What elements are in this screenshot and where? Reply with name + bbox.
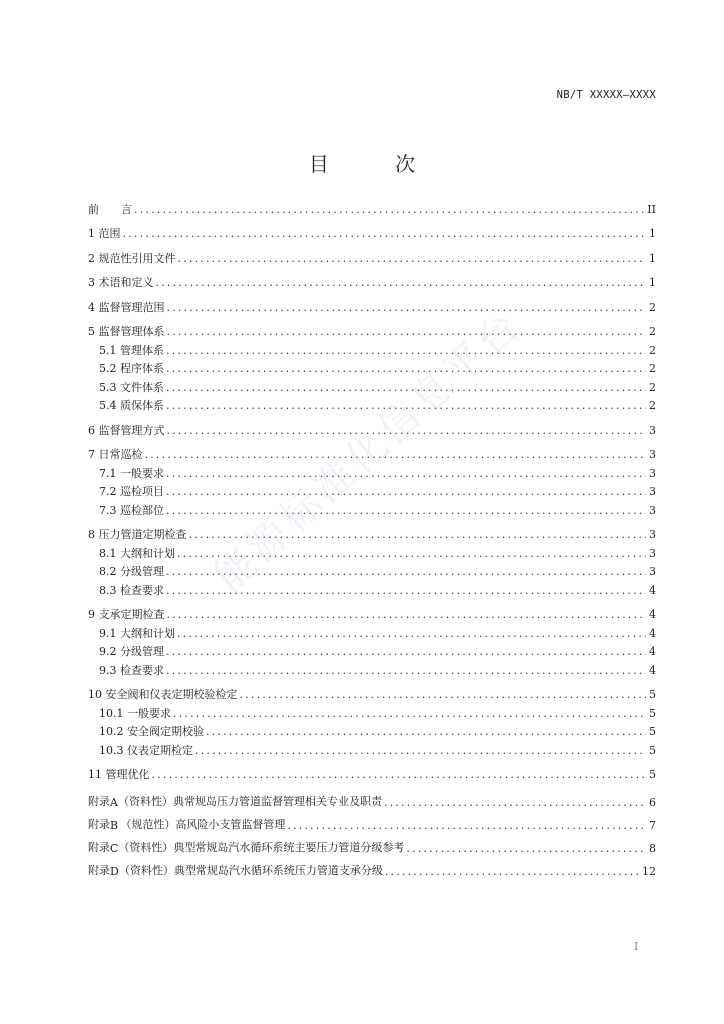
appendix-kind: （资料性） bbox=[117, 795, 173, 808]
appendix-entry[interactable] bbox=[88, 786, 656, 809]
toc-entry[interactable] bbox=[88, 223, 656, 242]
appendix-entry[interactable] bbox=[88, 809, 656, 832]
appendix-word: 附 bbox=[88, 841, 99, 854]
appendix-page: 12 bbox=[642, 865, 656, 878]
toc-entry[interactable] bbox=[88, 462, 656, 481]
page-title: 目 次 bbox=[308, 152, 446, 176]
toc-entry-label: 10.3 仪表定期检定 bbox=[99, 743, 193, 757]
dot-leader bbox=[240, 687, 647, 702]
toc-entry-page: 1 bbox=[649, 227, 656, 240]
appendix-word: 录 bbox=[99, 864, 110, 877]
toc-entry-label: 9 支承定期检查 bbox=[88, 608, 165, 621]
dot-leader bbox=[177, 626, 646, 641]
appendix-page: 8 bbox=[649, 842, 656, 855]
appendix-word: 录 bbox=[99, 818, 110, 831]
toc-entry[interactable] bbox=[88, 659, 656, 678]
toc-entry-label: 8.3 检查要求 bbox=[99, 583, 164, 597]
dot-leader bbox=[178, 251, 647, 266]
toc-entry-label: 7.3 巡检部位 bbox=[99, 503, 164, 517]
toc-entry[interactable] bbox=[88, 684, 656, 703]
appendix-word: 附 bbox=[88, 864, 99, 877]
toc-entry[interactable] bbox=[88, 641, 656, 660]
dot-leader bbox=[384, 796, 646, 809]
dot-leader bbox=[134, 202, 644, 217]
appendix-kind: （资料性） bbox=[118, 841, 174, 854]
toc-entry-page: 2 bbox=[649, 362, 656, 375]
toc-entry-label: 8.2 分级管理 bbox=[99, 565, 164, 578]
toc-entry-page: 3 bbox=[649, 466, 656, 480]
appendix-page: 7 bbox=[649, 819, 656, 832]
toc-entry-page: 3 bbox=[649, 423, 656, 437]
toc-entry-page: 4 bbox=[649, 626, 656, 640]
document-code: NB/T XXXXX—XXXX bbox=[556, 89, 656, 101]
dot-leader bbox=[167, 607, 647, 622]
toc-entry-page: 2 bbox=[649, 343, 656, 357]
toc-entry-label: 1 范围 bbox=[88, 227, 121, 240]
toc-entry-page: 1 bbox=[649, 276, 656, 289]
toc-entry-page: 4 bbox=[649, 583, 656, 597]
toc-entry-page: 1 bbox=[649, 251, 656, 265]
toc-entry-label: 5.2 程序体系 bbox=[99, 362, 164, 375]
toc-entry-page: 2 bbox=[649, 399, 656, 412]
toc-entry-page: II bbox=[647, 202, 656, 216]
toc-entry-label: 11 管理优化 bbox=[88, 768, 150, 781]
toc-entry-label: 5.1 管理体系 bbox=[99, 343, 164, 357]
toc-entry[interactable] bbox=[88, 622, 656, 641]
toc-entry[interactable] bbox=[88, 721, 656, 740]
toc-entry-page: 3 bbox=[649, 546, 656, 560]
toc-entry-label: 9.2 分级管理 bbox=[99, 645, 164, 658]
toc-entry-page: 3 bbox=[649, 565, 656, 578]
appendix-word: 录 bbox=[99, 841, 110, 854]
toc-entry-label: 4 监督管理范围 bbox=[88, 300, 165, 314]
toc-entry[interactable] bbox=[88, 419, 656, 438]
toc-entry-page: 5 bbox=[649, 706, 656, 720]
dot-leader bbox=[287, 819, 646, 832]
toc-entry-label: 9.1 大纲和计划 bbox=[99, 626, 175, 640]
toc-entry[interactable] bbox=[88, 321, 656, 340]
toc-entry-page: 2 bbox=[649, 380, 656, 394]
dot-leader bbox=[385, 865, 639, 878]
toc-entry-label: 7.2 巡检项目 bbox=[99, 485, 164, 498]
toc-entries bbox=[88, 198, 656, 782]
dot-leader bbox=[166, 484, 646, 499]
dot-leader bbox=[167, 324, 647, 339]
toc-entry[interactable] bbox=[88, 561, 656, 580]
dot-leader bbox=[166, 466, 646, 481]
toc-entry-page: 5 bbox=[649, 688, 656, 701]
dot-leader bbox=[166, 644, 646, 659]
appendix-word: 录 bbox=[99, 795, 110, 808]
appendix-letter: B bbox=[110, 819, 119, 832]
toc-entry[interactable] bbox=[88, 481, 656, 500]
toc-entry-label: 前 言 bbox=[88, 202, 132, 216]
toc-entry-label: 9.3 检查要求 bbox=[99, 663, 164, 677]
appendix-title: 典型常规岛汽水循环系统主要压力管道分级参考 bbox=[173, 841, 405, 854]
appendix-kind: （资料性） bbox=[118, 864, 174, 877]
dot-leader bbox=[173, 706, 646, 721]
dot-leader bbox=[166, 564, 646, 579]
toc-entry-label: 7.1 一般要求 bbox=[99, 466, 164, 480]
dot-leader bbox=[166, 663, 646, 678]
toc-entry-page: 2 bbox=[649, 325, 656, 338]
page-number: I bbox=[634, 940, 639, 953]
dot-leader bbox=[156, 275, 647, 290]
dot-leader bbox=[177, 546, 646, 561]
appendix-entry[interactable] bbox=[88, 855, 656, 878]
toc-entry-label: 5.3 文件体系 bbox=[99, 380, 164, 394]
dot-leader bbox=[152, 767, 647, 782]
toc-entry[interactable] bbox=[88, 499, 656, 518]
appendix-title: 高风险小支管监督管理 bbox=[175, 818, 286, 831]
toc-entry[interactable] bbox=[88, 524, 656, 543]
toc-entry[interactable] bbox=[88, 296, 656, 315]
toc-entry[interactable] bbox=[88, 339, 656, 358]
dot-leader bbox=[195, 743, 646, 758]
dot-leader bbox=[167, 300, 647, 315]
dot-leader bbox=[166, 398, 646, 413]
toc-entry-label: 10.1 一般要求 bbox=[99, 706, 171, 720]
dot-leader bbox=[167, 423, 647, 438]
appendix-title: 典常规岛压力管道监督管理相关专业及职责 bbox=[172, 795, 382, 808]
dot-leader bbox=[189, 527, 647, 542]
toc-entry[interactable] bbox=[88, 376, 656, 395]
toc-entry-page: 3 bbox=[649, 503, 656, 517]
toc-entry-label: 8.1 大纲和计划 bbox=[99, 546, 175, 560]
toc-entry-page: 4 bbox=[649, 645, 656, 658]
appendix-letter: D bbox=[110, 865, 119, 878]
toc-entry-page: 4 bbox=[649, 608, 656, 621]
dot-leader bbox=[166, 380, 646, 395]
toc-entry-page: 5 bbox=[649, 768, 656, 781]
toc-entry-page: 3 bbox=[649, 448, 656, 461]
toc-entry[interactable] bbox=[88, 247, 656, 266]
appendix-title: 典型常规岛汽水循环系统压力管道支承分级 bbox=[173, 864, 383, 877]
toc-entry-page: 5 bbox=[649, 725, 656, 738]
watermark: 能源标准化信息平台 bbox=[206, 301, 532, 601]
toc-entry[interactable] bbox=[88, 542, 656, 561]
toc-entry-page: 3 bbox=[649, 485, 656, 498]
dot-leader bbox=[406, 842, 646, 855]
appendix-letter: C bbox=[110, 842, 119, 855]
toc-entry-page: 3 bbox=[649, 528, 656, 541]
toc-entry[interactable] bbox=[88, 764, 656, 783]
toc-entry-label: 8 压力管道定期检查 bbox=[88, 528, 187, 541]
toc-entry-page: 5 bbox=[649, 743, 656, 757]
toc-entry-page: 2 bbox=[649, 300, 656, 314]
toc-entry[interactable] bbox=[88, 702, 656, 721]
toc-entry-label: 6 监督管理方式 bbox=[88, 423, 165, 437]
toc-entry-page: 4 bbox=[649, 663, 656, 677]
toc-entry[interactable] bbox=[88, 444, 656, 463]
appendix-letter: A bbox=[110, 796, 118, 809]
appendix-entry[interactable] bbox=[88, 832, 656, 855]
toc-entry[interactable] bbox=[88, 198, 656, 217]
appendix-word: 附 bbox=[88, 795, 99, 808]
toc-entry-label: 7 日常巡检 bbox=[88, 448, 143, 461]
toc-entry-label: 2 规范性引用文件 bbox=[88, 251, 176, 265]
dot-leader bbox=[123, 226, 647, 241]
toc-entry[interactable] bbox=[88, 272, 656, 291]
dot-leader bbox=[166, 503, 646, 518]
appendix-entries bbox=[88, 786, 656, 878]
appendix-page: 6 bbox=[649, 796, 656, 809]
toc-entry-label: 5.4 质保体系 bbox=[99, 399, 164, 412]
appendix-word: 附 bbox=[88, 818, 99, 831]
dot-leader bbox=[166, 583, 646, 598]
dot-leader bbox=[206, 724, 646, 739]
table-of-contents bbox=[88, 198, 656, 878]
toc-entry-label: 5 监督管理体系 bbox=[88, 325, 165, 338]
dot-leader bbox=[166, 343, 646, 358]
appendix-kind: （规范性） bbox=[120, 818, 176, 831]
dot-leader bbox=[145, 447, 647, 462]
toc-entry[interactable] bbox=[88, 358, 656, 377]
toc-entry[interactable] bbox=[88, 604, 656, 623]
toc-entry-label: 3 术语和定义 bbox=[88, 276, 154, 289]
toc-entry[interactable] bbox=[88, 579, 656, 598]
toc-entry-label: 10 安全阀和仪表定期校验检定 bbox=[88, 688, 238, 701]
toc-entry-label: 10.2 安全阀定期校验 bbox=[99, 725, 204, 738]
toc-entry[interactable] bbox=[88, 739, 656, 758]
dot-leader bbox=[166, 361, 646, 376]
toc-entry[interactable] bbox=[88, 395, 656, 414]
